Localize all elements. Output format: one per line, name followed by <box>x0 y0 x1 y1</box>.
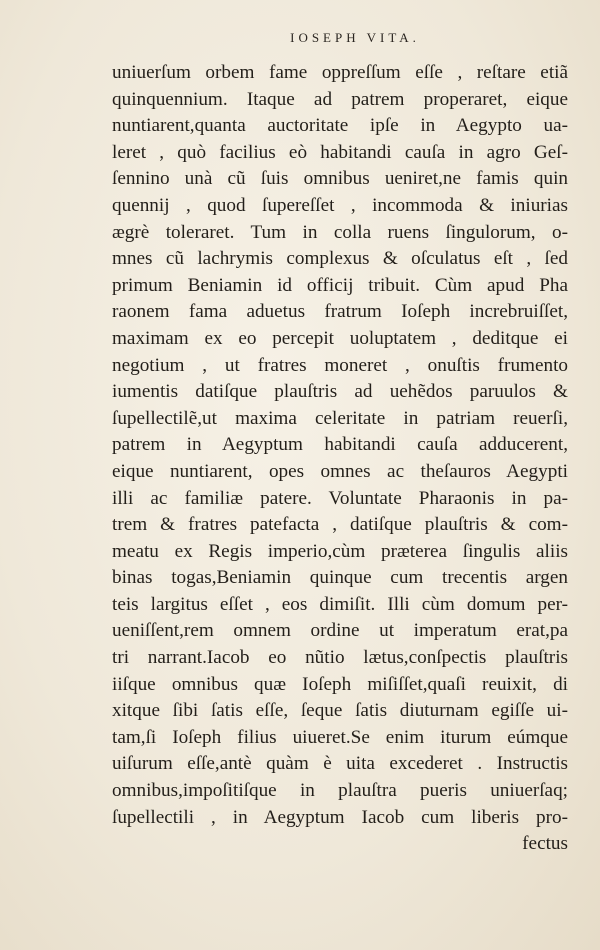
text-line: ſupellectili , in Aegyptum Iacob cum liberis pro- <box>112 806 568 828</box>
body-text <box>112 60 568 858</box>
text-line: eique nuntiarent, opes omnes ac theſauros Aegypti <box>112 460 568 482</box>
text-line: negotium , ut fratres moneret , onuſtis frumento <box>112 354 568 376</box>
text-line: quinquennium. Itaque ad patrem properaret, eique <box>112 88 568 110</box>
text-line: trem & fratres patefacta , datiſque plauſtris & com- <box>112 514 568 536</box>
text-line: uiſurum eſſe,antè quàm è uita excederet . Instructis <box>112 753 568 775</box>
text-line: iiſque omnibus quæ Ioſeph miſiſſet,quaſi reuixit, di <box>112 673 568 695</box>
text-line: maximam ex eo percepit uoluptatem , deditque ei <box>112 327 568 349</box>
text-line: uniuerſum orbem fame oppreſſum eſſe , reſtare etiã <box>112 62 568 83</box>
text-line: raonem fama aduetus fratrum Ioſeph increbruiſſet, <box>112 301 568 323</box>
text-line: ſupellectilẽ,ut maxima celeritate in patriam reuerſi, <box>112 407 568 429</box>
text-line: tri narrant.Iacob eo nũtio lætus,conſpectis plauſtris <box>112 647 568 669</box>
text-line: tam,ſi Ioſeph filius uiueret.Se enim iturum eúmque <box>112 726 568 748</box>
text-line: meatu ex Regis imperio,cùm præterea ſingulis aliis <box>112 540 568 562</box>
text-line: nuntiarent,quanta auctoritate ipſe in Aegypto ua- <box>112 115 568 137</box>
text-line: primum Beniamin id officij tribuit. Cùm apud Pha <box>112 274 568 296</box>
text-line: iumentis datiſque plauſtris ad uehẽdos paruulos & <box>112 381 568 403</box>
text-line: ſennino unà cũ ſuis omnibus ueniret,ne famis quin <box>112 168 568 190</box>
text-line: ægrè toleraret. Tum in colla ruens ſingulorum, o- <box>112 221 568 243</box>
text-line: patrem in Aegyptum habitandi cauſa adducerent, <box>112 434 568 456</box>
text-line: fectus <box>522 833 568 855</box>
text-line: ueniſſent,rem omnem ordine ut imperatum erat,pa <box>112 620 568 642</box>
text-line: quennij , quod ſupereſſet , incommoda & iniurias <box>112 194 568 216</box>
text-line: leret , quò facilius eò habitandi cauſa in agro Geſ- <box>112 141 568 163</box>
text-line: omnibus,impoſitiſque in plauſtra pueris uniuerſaq; <box>112 780 568 802</box>
text-line: binas togas,Beniamin quinque cum trecentis argen <box>112 567 568 589</box>
running-head: IOSEPH VITA. <box>290 30 420 45</box>
text-line: mnes cũ lachrymis complexus & oſculatus eſt , ſed <box>112 248 568 270</box>
text-line: teis largitus eſſet , eos dimiſit. Illi cùm domum per- <box>112 593 568 615</box>
text-line: xitque ſibi ſatis eſſe, ſeque ſatis diuturnam egiſſe ui- <box>112 700 568 722</box>
text-line: illi ac familiæ patere. Voluntate Pharaonis in pa- <box>112 487 568 509</box>
